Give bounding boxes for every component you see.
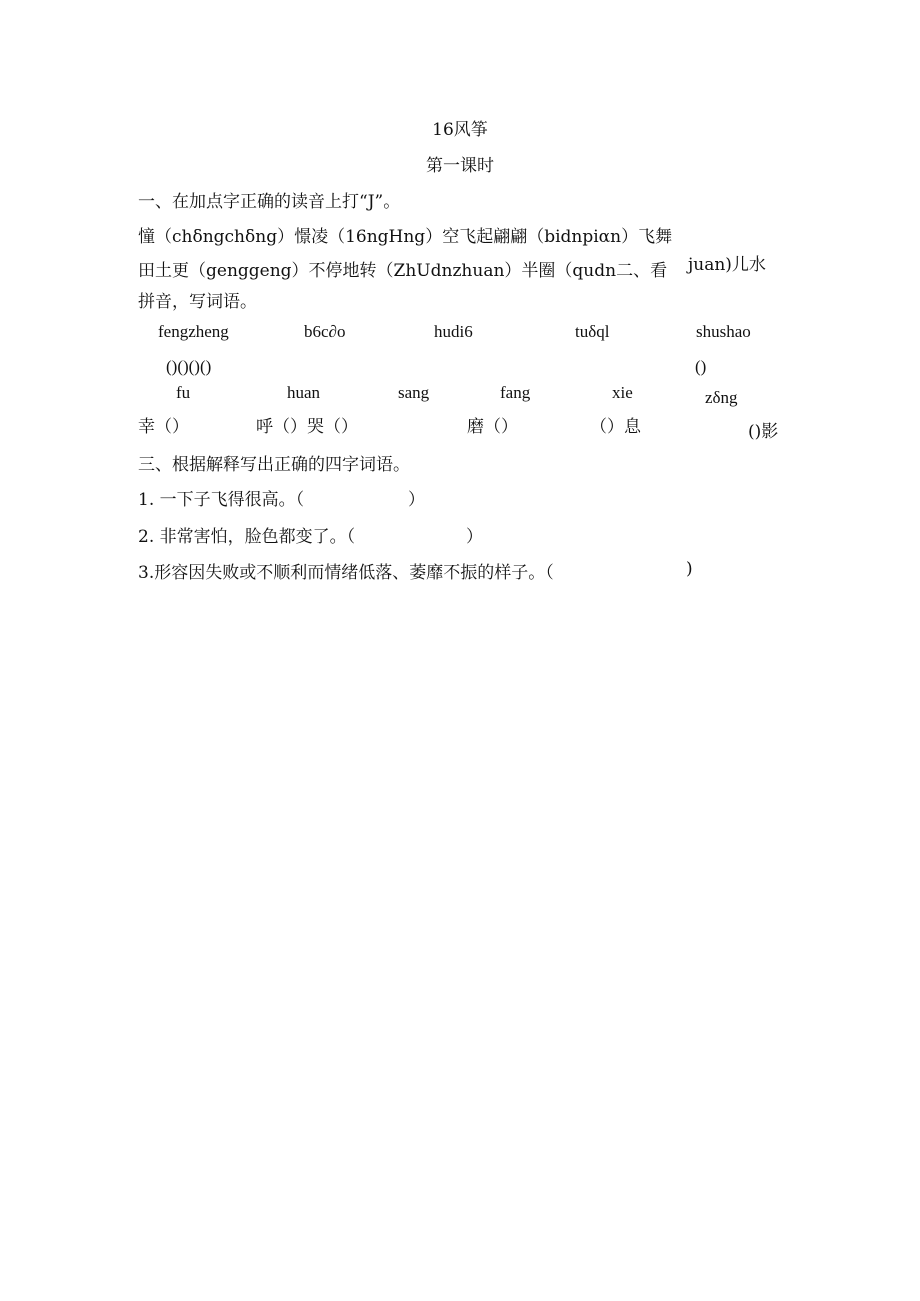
answer-brackets-right: () <box>695 357 707 376</box>
section3-heading: 三、根据解释写出正确的四字词语。 <box>138 455 410 475</box>
pinyin-tuoql: tuδql <box>575 322 610 341</box>
pinyin-zong: zδng <box>705 388 738 407</box>
pinyin-fengzheng: fengzheng <box>158 322 229 341</box>
pinyin-xie: xie <box>612 383 633 402</box>
answer-brackets-left: ()()()() <box>166 357 212 376</box>
pinyin-fu: fu <box>176 383 191 402</box>
pinyin-fang: fang <box>500 383 531 402</box>
section1-line1: 憧（chδngchδng）憬凌（16ngHng）空飞起翩翩（bidnpiαn）飞舞 <box>138 227 673 247</box>
question-1-close: ） <box>408 490 425 510</box>
char-xi: （）息 <box>590 417 641 437</box>
lesson-subtitle: 第一课时 <box>426 156 494 176</box>
char-ying: ()影 <box>748 422 779 442</box>
section1-line2-right: juan)儿水 <box>688 255 766 275</box>
char-mo: 磨（） <box>467 417 518 437</box>
section1-line2: 田土更（genggeng）不停地转（ZhUdnzhuan）半圈（qudn二、看 <box>138 261 668 281</box>
pinyin-huan: huan <box>287 383 321 402</box>
section1-heading: 一、在加点字正确的读音上打“J”。 <box>138 192 401 212</box>
page-title: 16风筝 <box>432 120 488 140</box>
char-hu-ku: 呼（）哭（） <box>256 417 358 437</box>
question-1: 1. 一下子飞得很高。（ <box>138 490 305 510</box>
pinyin-shushao: shushao <box>696 322 751 341</box>
question-3-close: ) <box>686 559 693 579</box>
question-2-close: ） <box>466 527 483 547</box>
char-xing: 幸（） <box>138 417 189 437</box>
pinyin-hudi6: hudi6 <box>434 322 473 341</box>
pinyin-sang: sang <box>398 383 430 402</box>
section1-line3: 拼音，写词语。 <box>138 292 257 312</box>
question-2: 2. 非常害怕，脸色都变了。（ <box>138 527 356 547</box>
pinyin-b6cdo: b6c∂o <box>304 322 346 341</box>
question-3: 3.形容因失败或不顺利而情绪低落、萎靡不振的样子。（ <box>138 563 554 583</box>
